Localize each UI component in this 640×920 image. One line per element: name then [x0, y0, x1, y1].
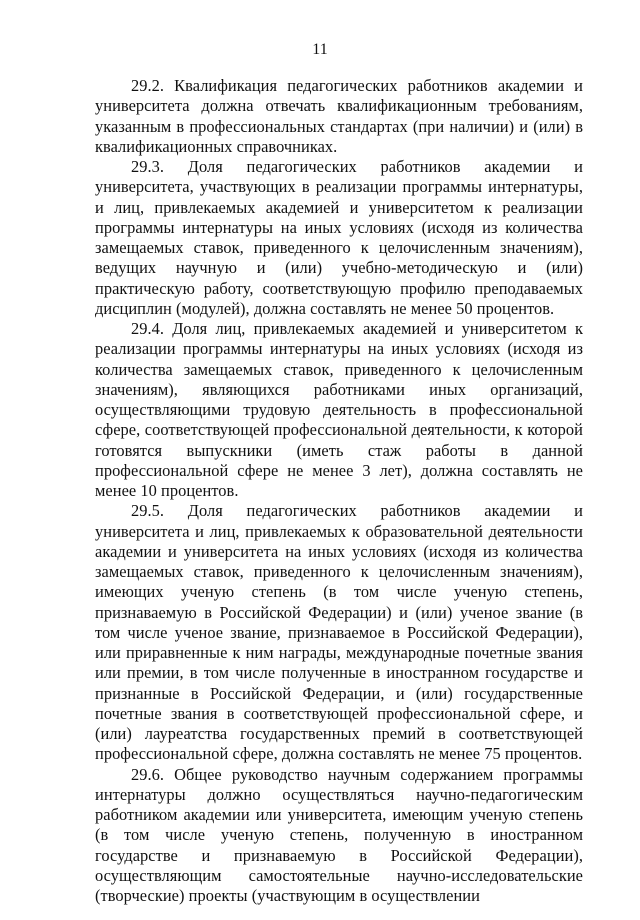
paragraph-29-3: 29.3. Доля педагогических работников академии и университета, участвующих в реализации программы интернатуры, и лиц, привлекаемых академией и университетом к реализации программы интернатуры на иных условиях (исходя из количества замещаемых ставок, приведенного к целочисленным значениям), ведущих научную и (или) учебно-методическую и (или) практическую работу, соответствующую профилю преподаваемых дисциплин (модулей), должна составлять не менее 50 процентов.: [95, 157, 583, 318]
paragraph-29-6: 29.6. Общее руководство научным содержанием программы интернатуры должно осуществляться научно-педагогическим работником академии или университета, имеющим ученую степень (в том числе ученую степень, полученную в иностранном государстве и признаваемую в Российской Федерации), осуществляющим самостоятельные научно-исследовательские (творческие) проекты (участвующим в осуществлении: [95, 764, 583, 905]
page-number: 11: [312, 41, 328, 58]
document-body: [95, 76, 583, 906]
paragraph-29-5: 29.5. Доля педагогических работников академии и университета и лиц, привлекаемых к образовательной деятельности академии и университета на иных условиях (исходя из количества замещаемых ставок, приведенного к целочисленным значениям), имеющих ученую степень (в том числе ученую степень, признаваемую в Российской Федерации) и (или) ученое звание (в том числе ученое звание, признаваемое в Российской Федерации), или приравненные к ним награды, международные почетные звания или премии, в том числе полученные в иностранном государстве и признанные в Российской Федерации, и (или) государственные почетные звания в соответствующей профессиональной сфере, и (или) лауреатства государственных премий в соответствующей профессиональной сфере, должна составлять не менее 75 процентов.: [95, 501, 583, 764]
paragraph-29-2: 29.2. Квалификация педагогических работников академии и университета должна отвечать квалификационным требованиям, указанным в профессиональных стандартах (при наличии) и (или) в квалификационных справочниках.: [95, 76, 583, 156]
paragraph-29-4: 29.4. Доля лиц, привлекаемых академией и университетом к реализации программы интернатуры на иных условиях (исходя из количества замещаемых ставок, приведенного к целочисленным значениям), являющихся работниками иных организаций, осуществляющими трудовую деятельность в профессиональной сфере, соответствующей профессиональной деятельности, к которой готовятся выпускники (иметь стаж работы в данной профессиональной сфере не менее 3 лет), должна составлять не менее 10 процентов.: [95, 319, 583, 500]
